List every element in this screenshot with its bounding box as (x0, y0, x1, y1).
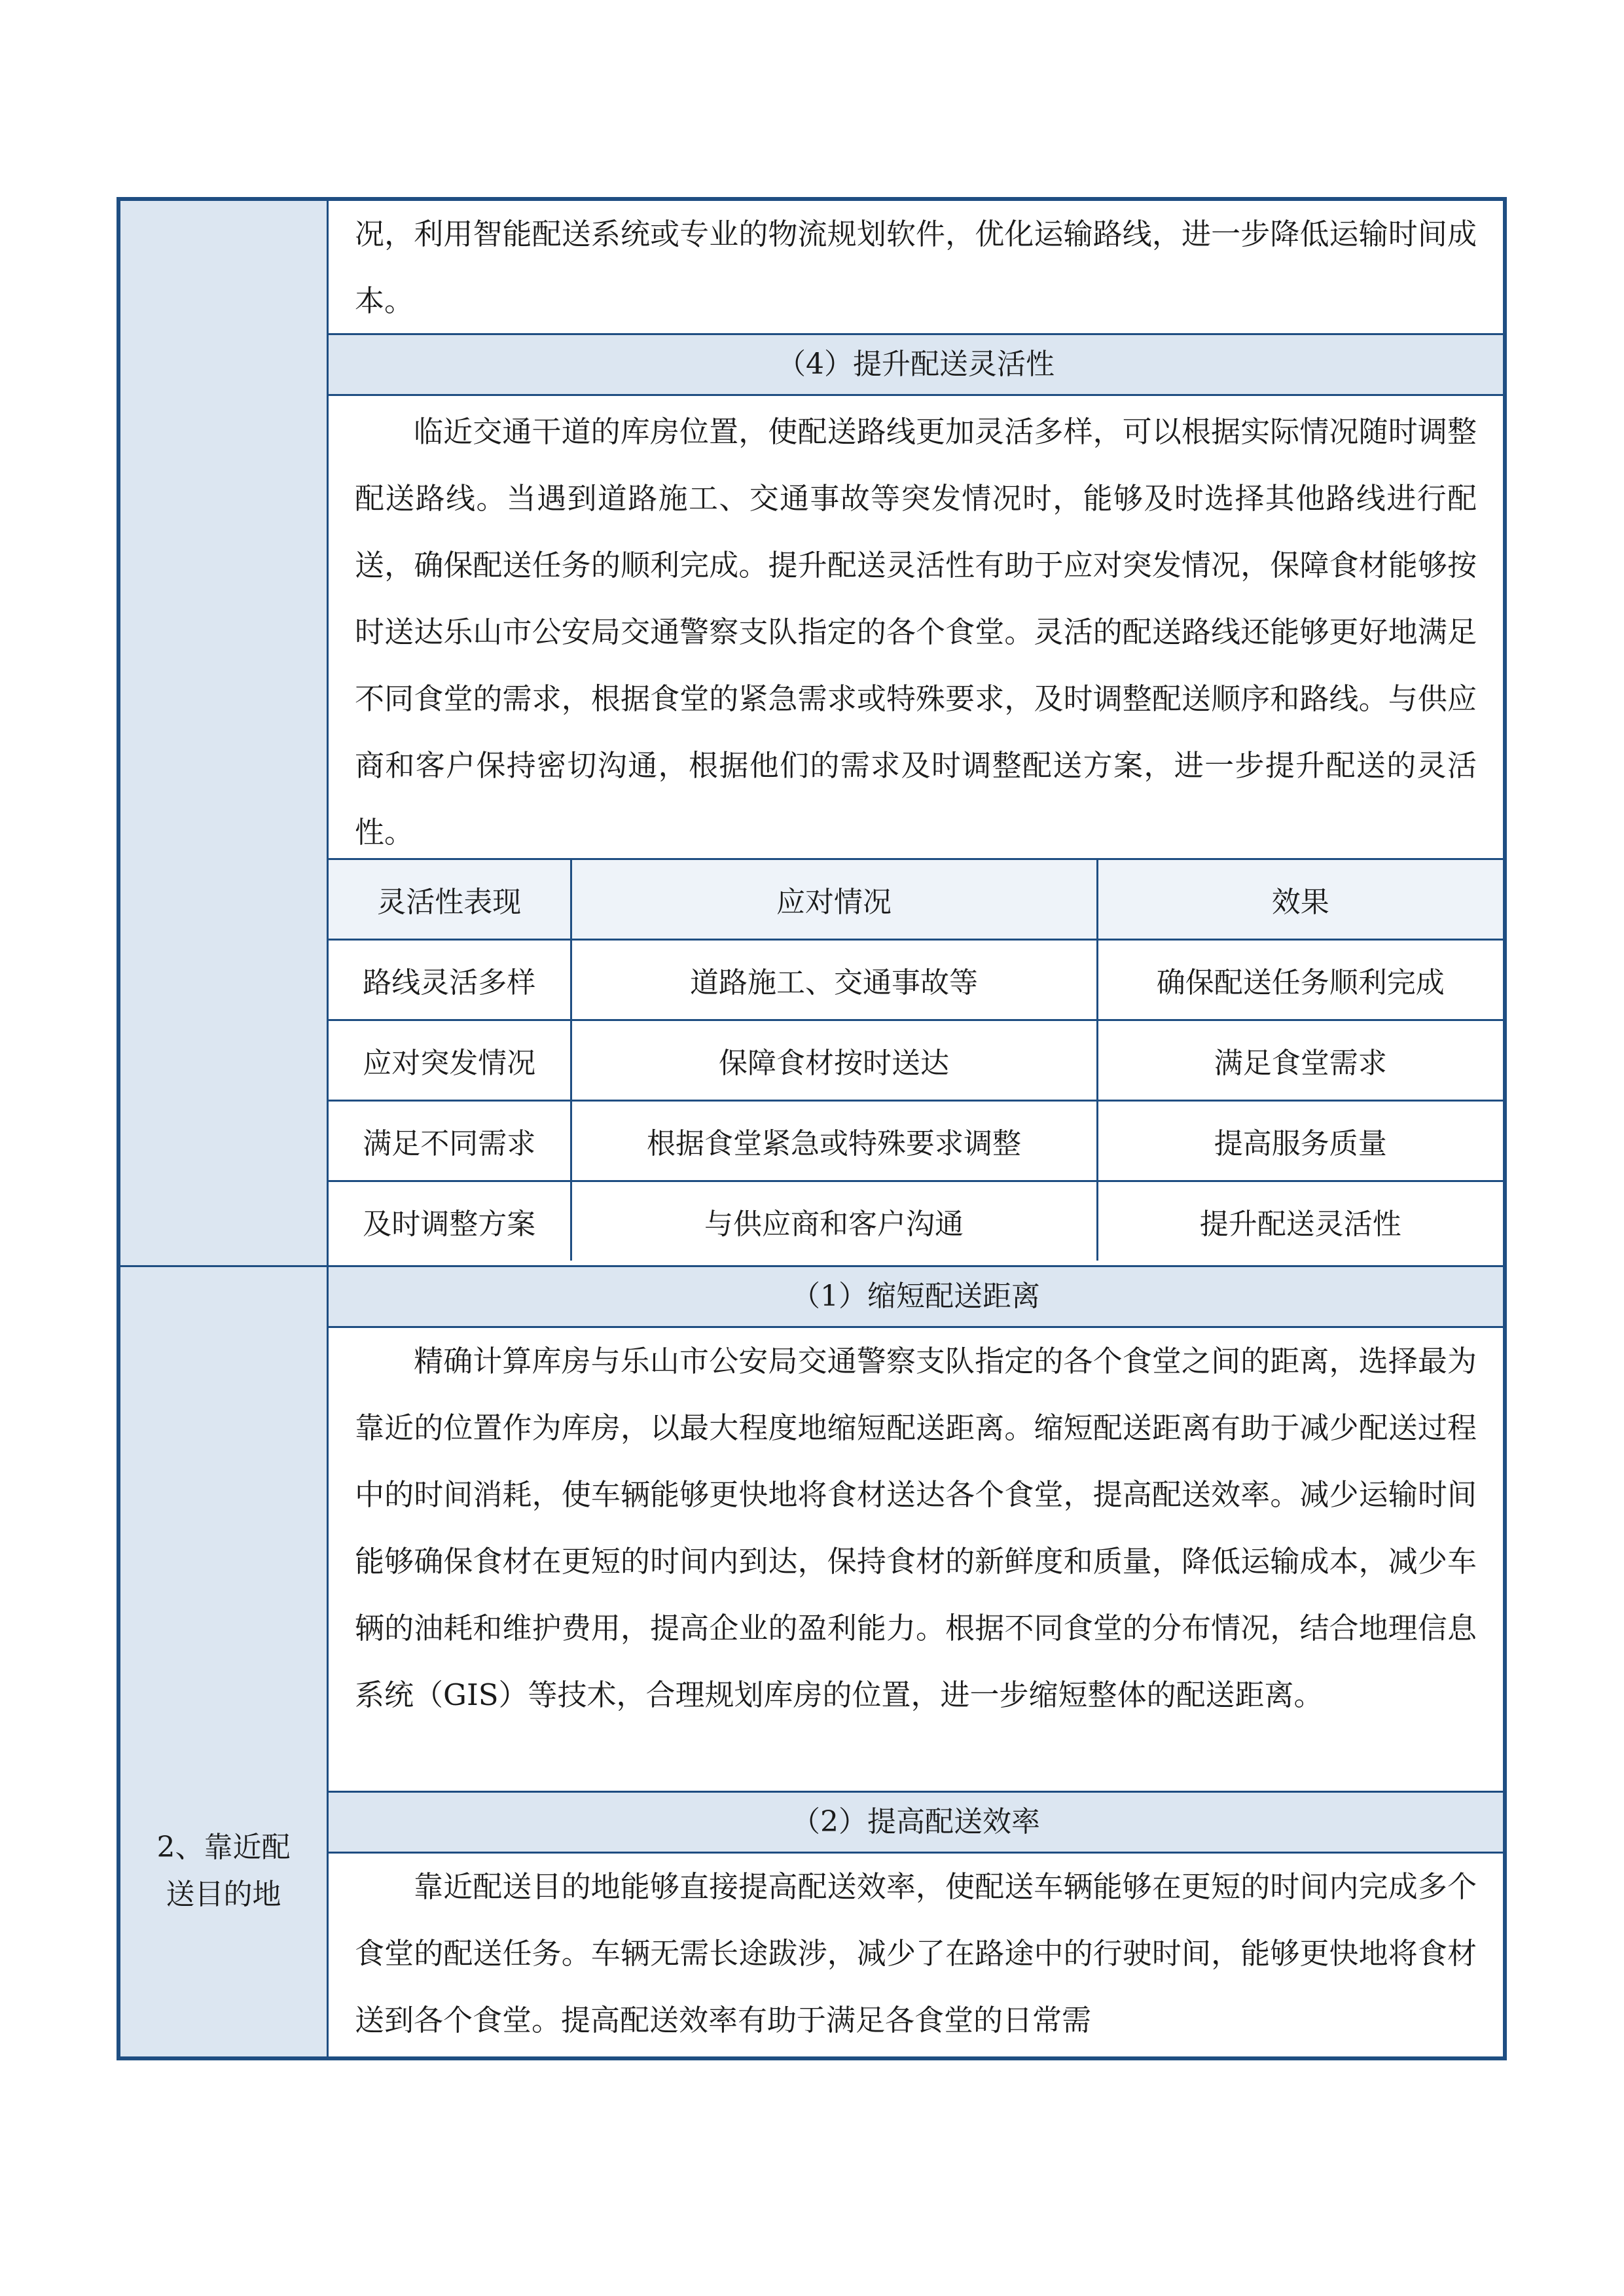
right-content-column (329, 201, 1503, 2056)
table-header-cell: 灵活性表现 (329, 859, 571, 940)
table-cell: 根据食堂紧急或特殊要求调整 (571, 1101, 1097, 1181)
table-cell: 保障食材按时送达 (571, 1020, 1097, 1101)
table-row (329, 1101, 1503, 1181)
subsection-paragraph: 靠近配送目的地能够直接提高配送效率，使配送车辆能够在更短的时间内完成多个食堂的配送任务。车辆无需长途跋涉，减少了在路途中的行驶时间，能够更快地将食材送到各个食堂。提高配送效率有助于满足各食堂的日常需 (355, 1869, 1477, 2037)
table-cell: 及时调整方案 (329, 1181, 571, 1261)
subsection-paragraph: 精确计算库房与乐山市公安局交通警察支队指定的各个食堂之间的距离，选择最为靠近的位置作为库房，以最大程度地缩短配送距离。缩短配送距离有助于减少配送过程中的时间消耗，使车辆能够更快地将食材送达各个食堂，提高配送效率。减少运输时间能够确保食材在更短的时间内到达，保持食材的新鲜度和质量，降低运输成本，减少车辆的油耗和维护费用，提高企业的盈利能力。根据不同食堂的分布情况，结合地理信息系统（GIS）等技术，合理规划库房的位置，进一步缩短整体的配送距离。 (355, 1344, 1477, 1712)
table-cell: 与供应商和客户沟通 (571, 1181, 1097, 1261)
subsection-title: （4）提升配送灵活性 (329, 333, 1503, 396)
section-divider (120, 1265, 327, 1267)
content-frame (117, 197, 1507, 2060)
table-header-row (329, 859, 1503, 940)
table-header-cell: 效果 (1097, 859, 1503, 940)
table-cell: 路线灵活多样 (329, 940, 571, 1020)
table-cell: 满足不同需求 (329, 1101, 571, 1181)
section2-label: 2、靠近配送目的地 (156, 1831, 291, 1911)
table-cell: 应对突发情况 (329, 1020, 571, 1101)
table-cell: 提高服务质量 (1097, 1101, 1503, 1181)
table-row (329, 1181, 1503, 1261)
subsection-paragraph: 临近交通干道的库房位置，使配送路线更加灵活多样，可以根据实际情况随时调整配送路线。当遇到道路施工、交通事故等突发情况时，能够及时选择其他路线进行配送，确保配送任务的顺利完成。提升配送灵活性有助于应对突发情况，保障食材能够按时送达乐山市公安局交通警察支队指定的各个食堂。灵活的配送路线还能够更好地满足不同食堂的需求，根据食堂的紧急需求或特殊要求，及时调整配送顺序和路线。与供应商和客户保持密切沟通，根据他们的需求及时调整配送方案，进一步提升配送的灵活性。 (355, 414, 1477, 850)
table-row (329, 1020, 1503, 1101)
table-cell: 确保配送任务顺利完成 (1097, 940, 1503, 1020)
left-category-column (120, 201, 329, 2056)
subsection-title: （1）缩短配送距离 (329, 1265, 1503, 1328)
table-header-cell: 应对情况 (571, 859, 1097, 940)
table-cell: 满足食堂需求 (1097, 1020, 1503, 1101)
continued-paragraph: 况，利用智能配送系统或专业的物流规划软件，优化运输路线，进一步降低运输时间成本。 (355, 217, 1477, 318)
table-row (329, 940, 1503, 1020)
flexibility-table (329, 858, 1503, 1261)
table-cell: 提升配送灵活性 (1097, 1181, 1503, 1261)
subsection-title: （2）提高配送效率 (329, 1791, 1503, 1854)
table-cell: 道路施工、交通事故等 (571, 940, 1097, 1020)
